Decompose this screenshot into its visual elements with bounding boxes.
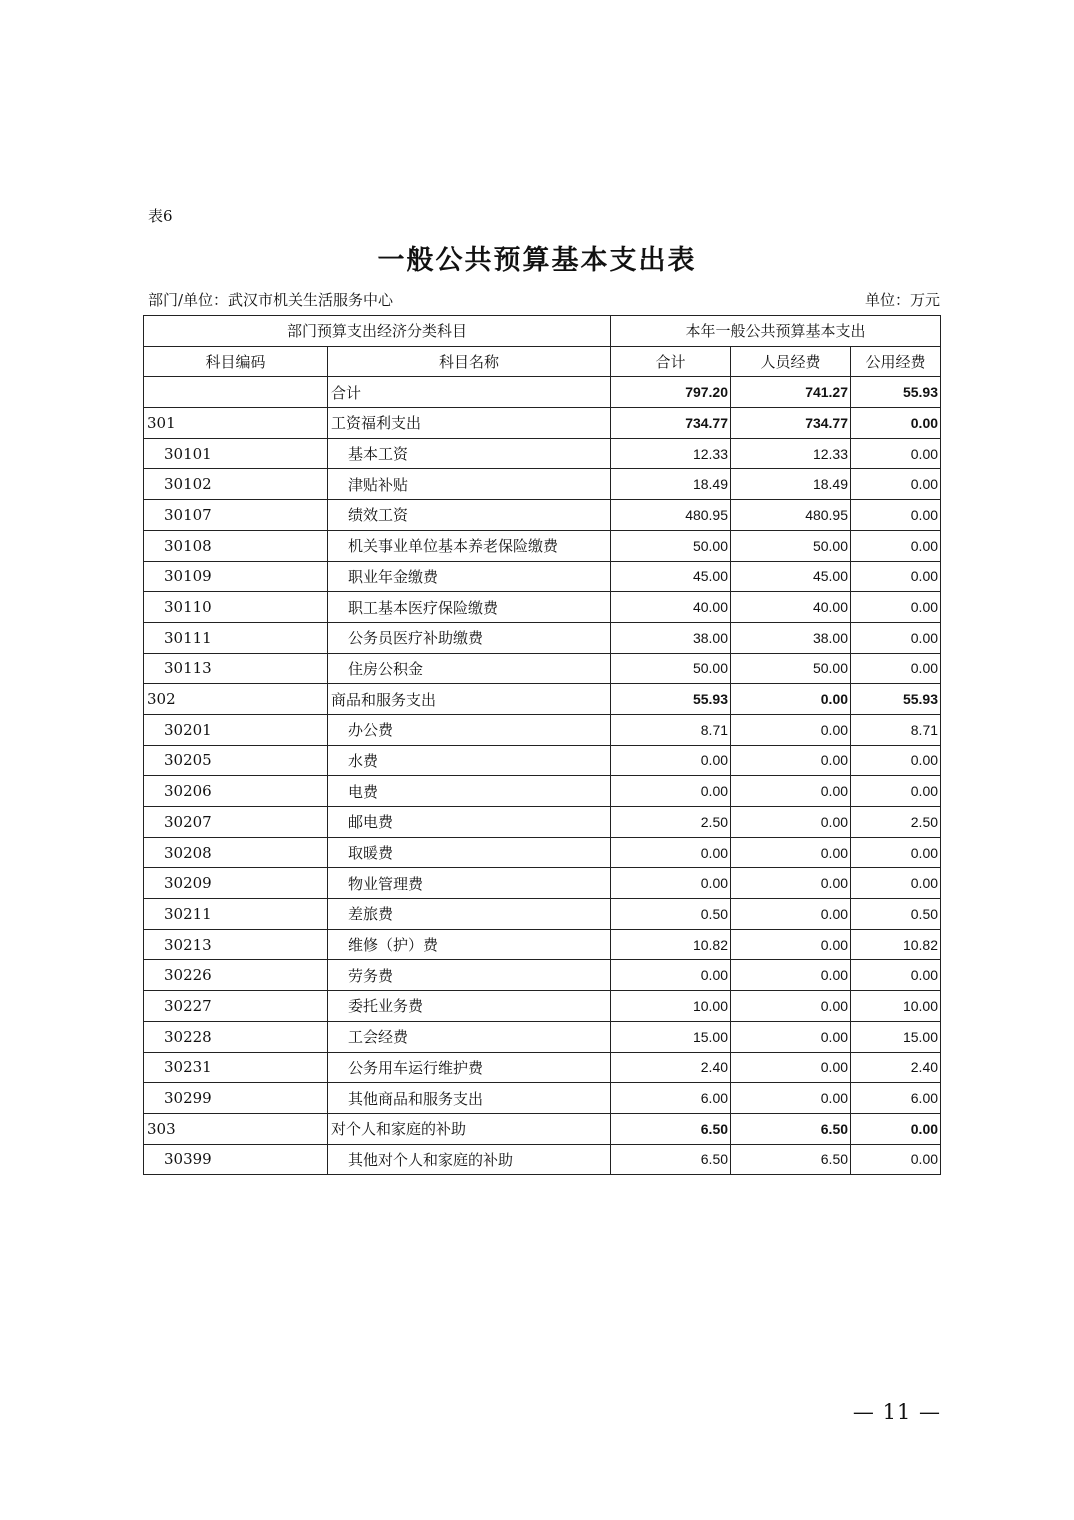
cell-total: 45.00 bbox=[611, 561, 731, 592]
table-row bbox=[144, 1052, 941, 1083]
cell-total: 734.77 bbox=[611, 408, 731, 439]
cell-code: 30213 bbox=[144, 929, 328, 960]
cell-total: 797.20 bbox=[611, 377, 731, 408]
cell-code: 30206 bbox=[144, 776, 328, 807]
cell-total: 0.50 bbox=[611, 899, 731, 930]
table-row bbox=[144, 592, 941, 623]
cell-personnel: 38.00 bbox=[731, 622, 851, 653]
cell-public: 55.93 bbox=[851, 377, 941, 408]
table-row bbox=[144, 929, 941, 960]
cell-code: 30208 bbox=[144, 837, 328, 868]
department-label: 部门/单位：武汉市机关生活服务中心 bbox=[148, 291, 394, 309]
table-row bbox=[144, 561, 941, 592]
cell-code: 30113 bbox=[144, 653, 328, 684]
cell-public: 0.00 bbox=[851, 438, 941, 469]
cell-public: 0.00 bbox=[851, 868, 941, 899]
cell-code: 30227 bbox=[144, 991, 328, 1022]
table-row bbox=[144, 1083, 941, 1114]
cell-code: 30101 bbox=[144, 438, 328, 469]
cell-personnel: 0.00 bbox=[731, 807, 851, 838]
cell-public: 0.00 bbox=[851, 530, 941, 561]
cell-personnel: 0.00 bbox=[731, 745, 851, 776]
cell-name: 工会经费 bbox=[328, 1021, 611, 1052]
cell-total: 0.00 bbox=[611, 745, 731, 776]
cell-public: 0.00 bbox=[851, 500, 941, 531]
cell-code: 303 bbox=[144, 1113, 328, 1144]
column-header-name: 科目名称 bbox=[328, 346, 611, 377]
cell-personnel: 0.00 bbox=[731, 868, 851, 899]
table-row bbox=[144, 438, 941, 469]
cell-personnel: 734.77 bbox=[731, 408, 851, 439]
cell-name: 公务员医疗补助缴费 bbox=[328, 622, 611, 653]
cell-public: 6.00 bbox=[851, 1083, 941, 1114]
cell-code: 30399 bbox=[144, 1144, 328, 1175]
cell-total: 40.00 bbox=[611, 592, 731, 623]
cell-code: 30299 bbox=[144, 1083, 328, 1114]
cell-public: 0.00 bbox=[851, 745, 941, 776]
cell-total: 55.93 bbox=[611, 684, 731, 715]
table-row bbox=[144, 684, 941, 715]
cell-total: 38.00 bbox=[611, 622, 731, 653]
cell-total: 6.50 bbox=[611, 1144, 731, 1175]
cell-code: 30226 bbox=[144, 960, 328, 991]
cell-personnel: 0.00 bbox=[731, 837, 851, 868]
cell-code: 30209 bbox=[144, 868, 328, 899]
table-row bbox=[144, 408, 941, 439]
cell-personnel: 0.00 bbox=[731, 929, 851, 960]
cell-personnel: 741.27 bbox=[731, 377, 851, 408]
cell-name: 物业管理费 bbox=[328, 868, 611, 899]
cell-name: 维修（护）费 bbox=[328, 929, 611, 960]
cell-code: 30110 bbox=[144, 592, 328, 623]
table-row bbox=[144, 500, 941, 531]
budget-table bbox=[143, 315, 941, 1175]
table-row bbox=[144, 899, 941, 930]
cell-personnel: 0.00 bbox=[731, 1052, 851, 1083]
cell-total: 0.00 bbox=[611, 868, 731, 899]
table-column-header-row bbox=[144, 346, 941, 377]
cell-total: 480.95 bbox=[611, 500, 731, 531]
table-row bbox=[144, 807, 941, 838]
column-header-code: 科目编码 bbox=[144, 346, 328, 377]
cell-name: 住房公积金 bbox=[328, 653, 611, 684]
table-row bbox=[144, 377, 941, 408]
cell-name: 办公费 bbox=[328, 714, 611, 745]
cell-public: 10.82 bbox=[851, 929, 941, 960]
table-label: 表6 bbox=[148, 207, 173, 225]
table-row bbox=[144, 1113, 941, 1144]
cell-name: 其他对个人和家庭的补助 bbox=[328, 1144, 611, 1175]
cell-total: 2.50 bbox=[611, 807, 731, 838]
column-header-public: 公用经费 bbox=[851, 346, 941, 377]
cell-personnel: 0.00 bbox=[731, 899, 851, 930]
cell-code: 30211 bbox=[144, 899, 328, 930]
cell-public: 0.00 bbox=[851, 1144, 941, 1175]
table-row bbox=[144, 1021, 941, 1052]
document-title: 一般公共预算基本支出表 bbox=[377, 245, 697, 276]
cell-name: 合计 bbox=[328, 377, 611, 408]
page-number: — 11 — bbox=[852, 1400, 941, 1424]
column-header-total: 合计 bbox=[611, 346, 731, 377]
cell-total: 0.00 bbox=[611, 837, 731, 868]
cell-total: 8.71 bbox=[611, 714, 731, 745]
cell-total: 18.49 bbox=[611, 469, 731, 500]
cell-personnel: 0.00 bbox=[731, 960, 851, 991]
cell-total: 50.00 bbox=[611, 530, 731, 561]
cell-code: 301 bbox=[144, 408, 328, 439]
cell-code: 30108 bbox=[144, 530, 328, 561]
cell-name: 工资福利支出 bbox=[328, 408, 611, 439]
unit-label: 单位：万元 bbox=[864, 291, 940, 309]
cell-total: 15.00 bbox=[611, 1021, 731, 1052]
cell-code: 30207 bbox=[144, 807, 328, 838]
cell-code: 302 bbox=[144, 684, 328, 715]
cell-name: 委托业务费 bbox=[328, 991, 611, 1022]
cell-code: 30111 bbox=[144, 622, 328, 653]
cell-code: 30201 bbox=[144, 714, 328, 745]
cell-code bbox=[144, 377, 328, 408]
cell-public: 0.00 bbox=[851, 592, 941, 623]
cell-name: 对个人和家庭的补助 bbox=[328, 1113, 611, 1144]
cell-name: 取暖费 bbox=[328, 837, 611, 868]
cell-personnel: 0.00 bbox=[731, 991, 851, 1022]
cell-name: 职业年金缴费 bbox=[328, 561, 611, 592]
column-header-personnel: 人员经费 bbox=[731, 346, 851, 377]
cell-personnel: 18.49 bbox=[731, 469, 851, 500]
cell-total: 10.82 bbox=[611, 929, 731, 960]
cell-public: 0.00 bbox=[851, 469, 941, 500]
cell-public: 55.93 bbox=[851, 684, 941, 715]
cell-public: 0.00 bbox=[851, 561, 941, 592]
cell-code: 30228 bbox=[144, 1021, 328, 1052]
table-row bbox=[144, 1144, 941, 1175]
cell-code: 30205 bbox=[144, 745, 328, 776]
cell-public: 10.00 bbox=[851, 991, 941, 1022]
table-row bbox=[144, 469, 941, 500]
cell-personnel: 0.00 bbox=[731, 714, 851, 745]
cell-name: 电费 bbox=[328, 776, 611, 807]
cell-name: 水费 bbox=[328, 745, 611, 776]
cell-public: 0.00 bbox=[851, 653, 941, 684]
table-row bbox=[144, 776, 941, 807]
table-row bbox=[144, 653, 941, 684]
cell-code: 30102 bbox=[144, 469, 328, 500]
cell-name: 津贴补贴 bbox=[328, 469, 611, 500]
cell-public: 0.00 bbox=[851, 837, 941, 868]
cell-code: 30109 bbox=[144, 561, 328, 592]
table-group-header-row bbox=[144, 316, 941, 347]
table-row bbox=[144, 960, 941, 991]
cell-total: 10.00 bbox=[611, 991, 731, 1022]
table-row bbox=[144, 622, 941, 653]
cell-public: 0.00 bbox=[851, 1113, 941, 1144]
group-header-basic-expenditure: 本年一般公共预算基本支出 bbox=[611, 316, 941, 347]
cell-name: 劳务费 bbox=[328, 960, 611, 991]
cell-total: 6.00 bbox=[611, 1083, 731, 1114]
cell-public: 0.50 bbox=[851, 899, 941, 930]
cell-total: 12.33 bbox=[611, 438, 731, 469]
cell-public: 2.50 bbox=[851, 807, 941, 838]
table-row bbox=[144, 837, 941, 868]
cell-personnel: 0.00 bbox=[731, 684, 851, 715]
cell-personnel: 50.00 bbox=[731, 653, 851, 684]
cell-personnel: 0.00 bbox=[731, 1021, 851, 1052]
cell-public: 15.00 bbox=[851, 1021, 941, 1052]
cell-public: 0.00 bbox=[851, 408, 941, 439]
cell-personnel: 12.33 bbox=[731, 438, 851, 469]
cell-name: 职工基本医疗保险缴费 bbox=[328, 592, 611, 623]
cell-name: 邮电费 bbox=[328, 807, 611, 838]
table-row bbox=[144, 530, 941, 561]
cell-personnel: 0.00 bbox=[731, 1083, 851, 1114]
cell-code: 30231 bbox=[144, 1052, 328, 1083]
cell-code: 30107 bbox=[144, 500, 328, 531]
cell-name: 商品和服务支出 bbox=[328, 684, 611, 715]
cell-personnel: 0.00 bbox=[731, 776, 851, 807]
cell-name: 差旅费 bbox=[328, 899, 611, 930]
cell-total: 0.00 bbox=[611, 776, 731, 807]
cell-personnel: 6.50 bbox=[731, 1144, 851, 1175]
cell-name: 公务用车运行维护费 bbox=[328, 1052, 611, 1083]
table-row bbox=[144, 991, 941, 1022]
cell-total: 6.50 bbox=[611, 1113, 731, 1144]
group-header-economic-classification: 部门预算支出经济分类科目 bbox=[144, 316, 611, 347]
cell-personnel: 45.00 bbox=[731, 561, 851, 592]
cell-name: 绩效工资 bbox=[328, 500, 611, 531]
cell-personnel: 480.95 bbox=[731, 500, 851, 531]
cell-public: 0.00 bbox=[851, 622, 941, 653]
table-row bbox=[144, 868, 941, 899]
cell-personnel: 40.00 bbox=[731, 592, 851, 623]
cell-public: 2.40 bbox=[851, 1052, 941, 1083]
table-row bbox=[144, 745, 941, 776]
cell-public: 0.00 bbox=[851, 960, 941, 991]
cell-personnel: 6.50 bbox=[731, 1113, 851, 1144]
cell-personnel: 50.00 bbox=[731, 530, 851, 561]
cell-total: 2.40 bbox=[611, 1052, 731, 1083]
cell-public: 0.00 bbox=[851, 776, 941, 807]
cell-public: 8.71 bbox=[851, 714, 941, 745]
cell-total: 50.00 bbox=[611, 653, 731, 684]
cell-name: 机关事业单位基本养老保险缴费 bbox=[328, 530, 611, 561]
cell-name: 其他商品和服务支出 bbox=[328, 1083, 611, 1114]
table-row bbox=[144, 714, 941, 745]
cell-total: 0.00 bbox=[611, 960, 731, 991]
cell-name: 基本工资 bbox=[328, 438, 611, 469]
